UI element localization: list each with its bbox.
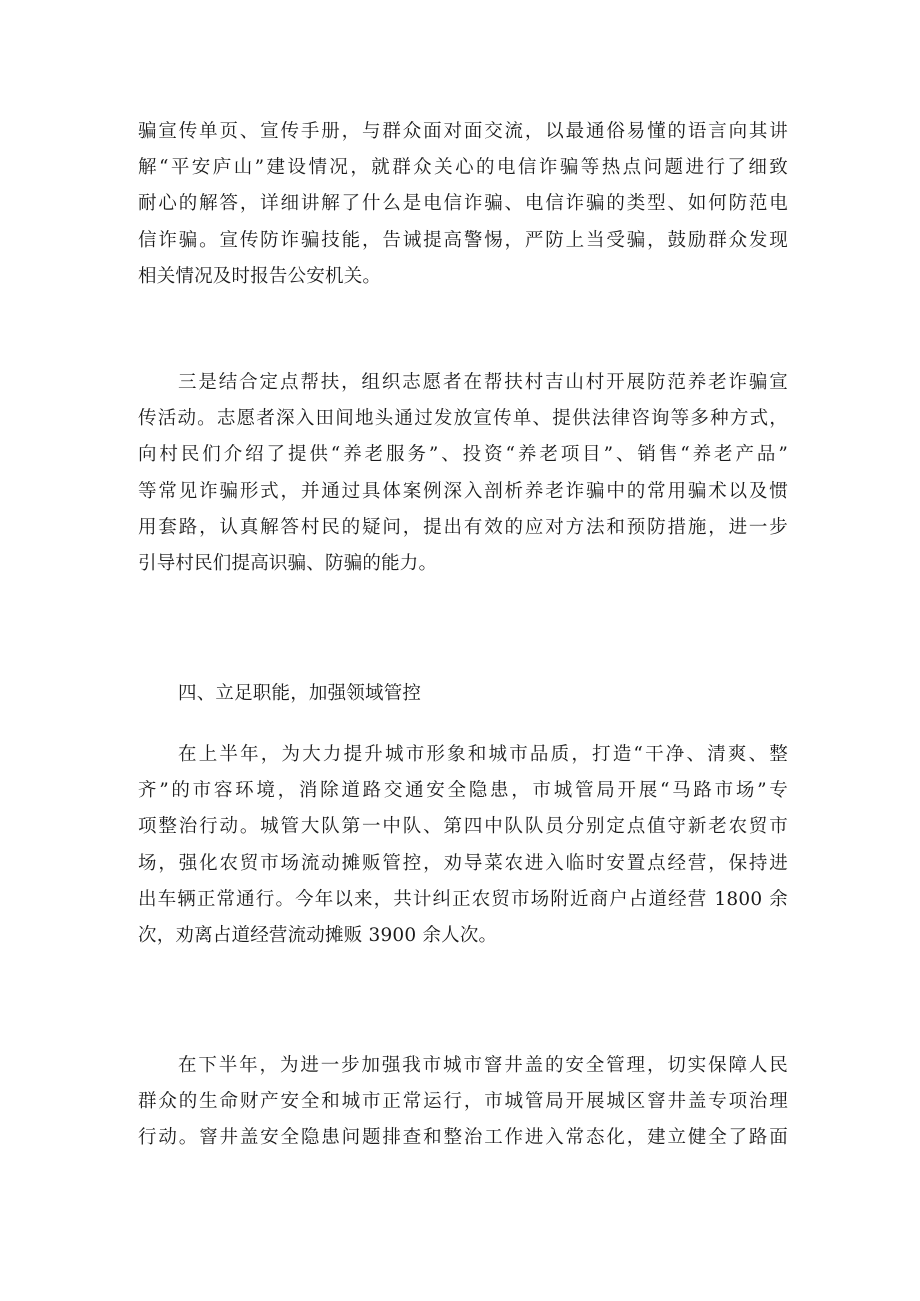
text-line: 次，劝离占道经营流动摊贩 3900 余人次。	[138, 924, 498, 946]
text-line: 等常见诈骗形式，并通过具体案例深入剖析养老诈骗中的常用骗术以及惯	[138, 480, 788, 502]
text-line: 引导村民们提高识骗、防骗的能力。	[138, 552, 438, 574]
section-heading	[138, 676, 788, 712]
text-line: 向村民们介绍了提供“养老服务”、投资“养老项目”、销售“养老产品”	[138, 444, 788, 466]
paragraph-continuation	[138, 114, 788, 295]
text-line: 用套路，认真解答村民的疑问，提出有效的应对方法和预防措施，进一步	[138, 516, 788, 538]
text-line: 解“平安庐山”建设情况，就群众关心的电信诈骗等热点问题进行了细致	[138, 157, 788, 179]
paragraph-first-half-year	[138, 737, 788, 954]
text-line: 耐心的解答，详细讲解了什么是电信诈骗、电信诈骗的类型、如何防范电	[138, 193, 788, 215]
paragraph-elderly-fraud	[138, 365, 788, 582]
text-line: 传活动。志愿者深入田间地头通过发放宣传单、提供法律咨询等多种方式，	[138, 408, 788, 430]
text-line: 项整治行动。城管大队第一中队、第四中队队员分别定点值守新老农贸市	[138, 816, 788, 838]
text-line: 在下半年，为进一步加强我市城市窨井盖的安全管理，切实保障人民	[178, 1055, 788, 1076]
text-line: 三是结合定点帮扶，组织志愿者在帮扶村吉山村开展防范养老诈骗宣	[178, 372, 788, 393]
text-line: 群众的生命财产安全和城市正常运行，市城管局开展城区窨井盖专项治理	[138, 1091, 788, 1113]
text-line: 相关情况及时报告公安机关。	[138, 265, 382, 287]
heading-text: 四、立足职能，加强领域管控	[178, 683, 422, 704]
text-line: 场，强化农贸市场流动摊贩管控，劝导菜农进入临时安置点经营，保持进	[138, 852, 788, 874]
text-line: 出车辆正常通行。今年以来，共计纠正农贸市场附近商户占道经营 1800 余	[138, 888, 788, 910]
paragraph-second-half-year	[138, 1048, 788, 1157]
text-line: 行动。窨井盖安全隐患问题排查和整治工作进入常态化，建立健全了路面	[138, 1127, 788, 1149]
text-line: 齐”的市容环境，消除道路交通安全隐患，市城管局开展“马路市场”专	[138, 780, 788, 802]
text-line: 在上半年，为大力提升城市形象和城市品质，打造“干净、清爽、整	[178, 744, 788, 765]
text-line: 骗宣传单页、宣传手册，与群众面对面交流，以最通俗易懂的语言向其讲	[138, 121, 788, 142]
text-line: 信诈骗。宣传防诈骗技能，告诫提高警惕，严防上当受骗，鼓励群众发现	[138, 229, 788, 251]
